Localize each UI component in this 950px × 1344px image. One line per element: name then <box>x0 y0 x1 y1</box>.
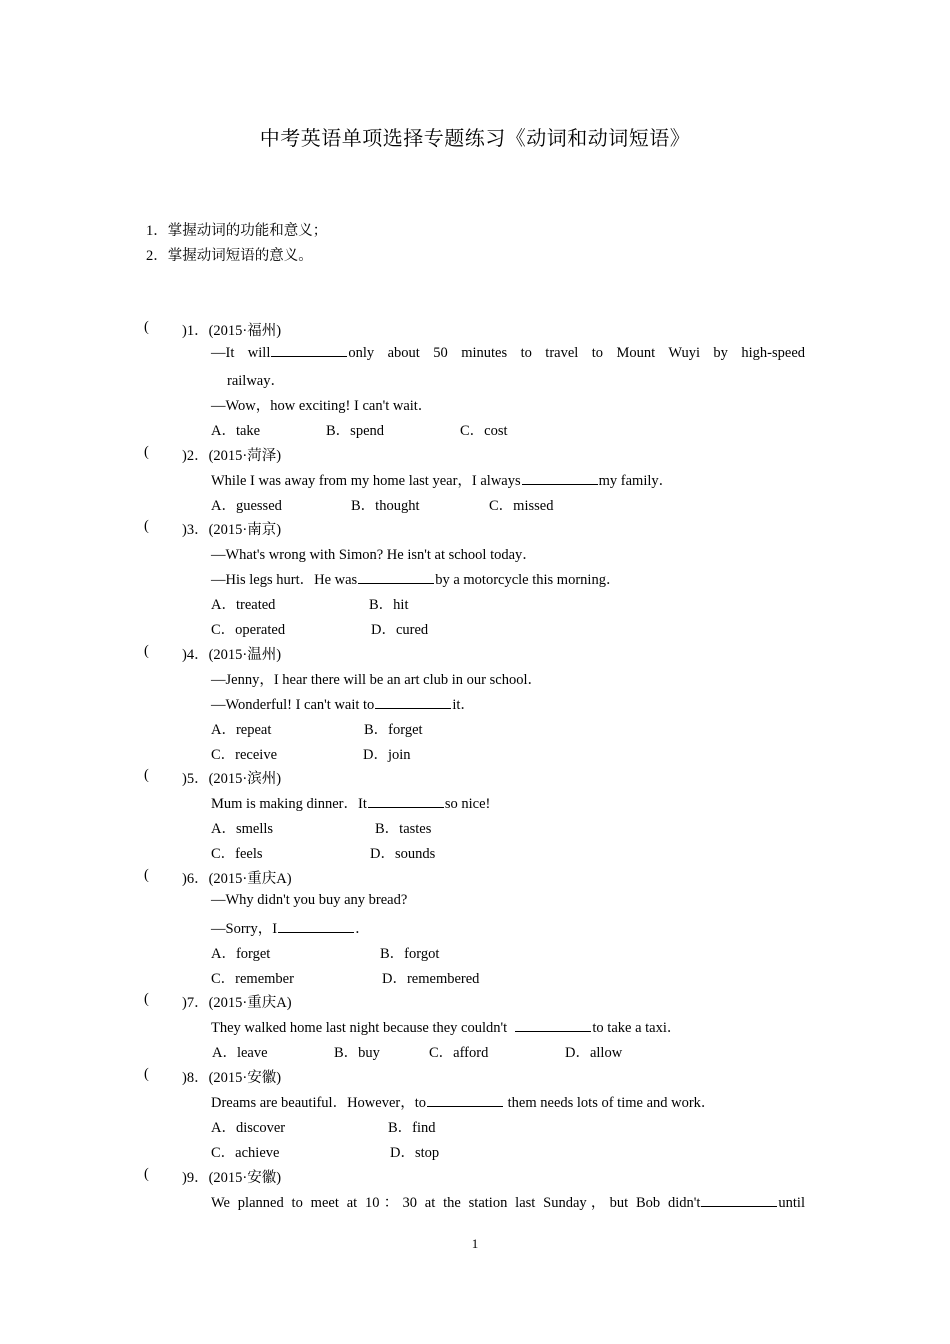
option-c: C．achieve <box>211 1145 280 1161</box>
question-number: )4． <box>182 647 209 663</box>
objective-1: 1．掌握动词的功能和意义； <box>146 223 328 239</box>
question-number: )6． <box>182 871 209 887</box>
option-b: B．hit <box>369 597 409 613</box>
option-a: A．treated <box>211 597 276 613</box>
option-c: C．feels <box>211 846 263 862</box>
question-source: (2015·重庆A) <box>208 871 292 887</box>
question-number: )7． <box>182 995 209 1011</box>
answer-blank <box>278 920 354 933</box>
answer-blank <box>358 571 434 584</box>
option-c: C．cost <box>460 423 508 439</box>
option-a: A．smells <box>211 821 274 837</box>
answer-paren: ( <box>144 1066 149 1082</box>
objective-2: 2．掌握动词短语的意义。 <box>146 248 313 264</box>
option-c: C．operated <box>211 622 286 638</box>
answer-paren: ( <box>144 319 149 335</box>
question-source: (2015·菏泽) <box>208 448 282 464</box>
option-b: B．thought <box>351 498 420 514</box>
option-b: B．tastes <box>375 821 432 837</box>
option-a: A．take <box>211 423 261 439</box>
question-text: We planned to meet at 10：30 at the station last Sunday，but Bob didn't until <box>211 1195 805 1211</box>
option-a: A．repeat <box>211 722 272 738</box>
option-c: C．receive <box>211 747 278 763</box>
option-b: B．forgot <box>380 946 440 962</box>
question-number: )1． <box>182 323 209 339</box>
question-text: —Jenny，I hear there will be an art club in our school． <box>211 672 542 688</box>
question-text: —Why didn't you buy any bread? <box>211 892 408 908</box>
option-d: D．sounds <box>370 846 436 862</box>
option-b: B．find <box>388 1120 436 1136</box>
question-source: (2015·滨州) <box>208 771 282 787</box>
question-text: Mum is making dinner．It so nice! <box>211 796 491 812</box>
option-a: A．guessed <box>211 498 282 514</box>
answer-blank <box>515 1019 591 1032</box>
option-d: D．stop <box>390 1145 440 1161</box>
question-text: —It will only about 50 minutes to travel to Mount Wuyi by high-speed <box>211 345 806 361</box>
answer-paren: ( <box>144 767 149 783</box>
answer-blank <box>522 472 598 485</box>
question-text: —What's wrong with Simon? He isn't at school today． <box>211 547 537 563</box>
question-reply: —His legs hurt．He was by a motorcycle this morning． <box>211 572 621 588</box>
answer-paren: ( <box>144 867 149 883</box>
page-title: 中考英语单项选择专题练习《动词和动词短语》 <box>259 128 691 150</box>
answer-paren: ( <box>144 518 149 534</box>
option-b: B．forget <box>364 722 423 738</box>
option-b: B．buy <box>334 1045 380 1061</box>
answer-blank <box>271 344 347 357</box>
question-reply: —Sorry，I ． <box>211 921 370 937</box>
question-number: )3． <box>182 522 209 538</box>
question-source: (2015·南京) <box>208 522 282 538</box>
option-d: D．allow <box>565 1045 623 1061</box>
option-b: B．spend <box>326 423 384 439</box>
option-c: C．afford <box>429 1045 489 1061</box>
answer-blank <box>427 1094 503 1107</box>
answer-paren: ( <box>144 991 149 1007</box>
option-a: A．forget <box>211 946 271 962</box>
answer-blank <box>375 696 451 709</box>
answer-blank <box>368 795 444 808</box>
question-reply: —Wow，how exciting! I can't wait． <box>211 398 433 414</box>
question-source: (2015·福州) <box>208 323 282 339</box>
question-number: )2． <box>182 448 209 464</box>
question-source: (2015·温州) <box>208 647 282 663</box>
question-text-cont: railway． <box>227 373 285 389</box>
option-d: D．join <box>363 747 411 763</box>
option-c: C．remember <box>211 971 294 987</box>
question-number: )5． <box>182 771 209 787</box>
option-a: A．leave <box>212 1045 268 1061</box>
answer-paren: ( <box>144 444 149 460</box>
option-a: A．discover <box>211 1120 286 1136</box>
option-d: D．cured <box>371 622 429 638</box>
page-number: 1 <box>471 1236 479 1251</box>
answer-paren: ( <box>144 643 149 659</box>
option-d: D．remembered <box>382 971 480 987</box>
question-reply: —Wonderful! I can't wait to it． <box>211 697 475 713</box>
question-text: They walked home last night because they couldn't to take a taxi． <box>211 1020 682 1036</box>
answer-blank <box>701 1194 777 1207</box>
question-source: (2015·重庆A) <box>208 995 292 1011</box>
question-number: )8． <box>182 1070 209 1086</box>
question-number: )9． <box>182 1170 209 1186</box>
question-source: (2015·安徽) <box>208 1170 282 1186</box>
question-source: (2015·安徽) <box>208 1070 282 1086</box>
answer-paren: ( <box>144 1166 149 1182</box>
option-c: C．missed <box>489 498 554 514</box>
question-text: Dreams are beautiful．However，to them needs lots of time and work． <box>211 1095 716 1111</box>
question-text: While I was away from my home last year，I always my family． <box>211 473 674 489</box>
